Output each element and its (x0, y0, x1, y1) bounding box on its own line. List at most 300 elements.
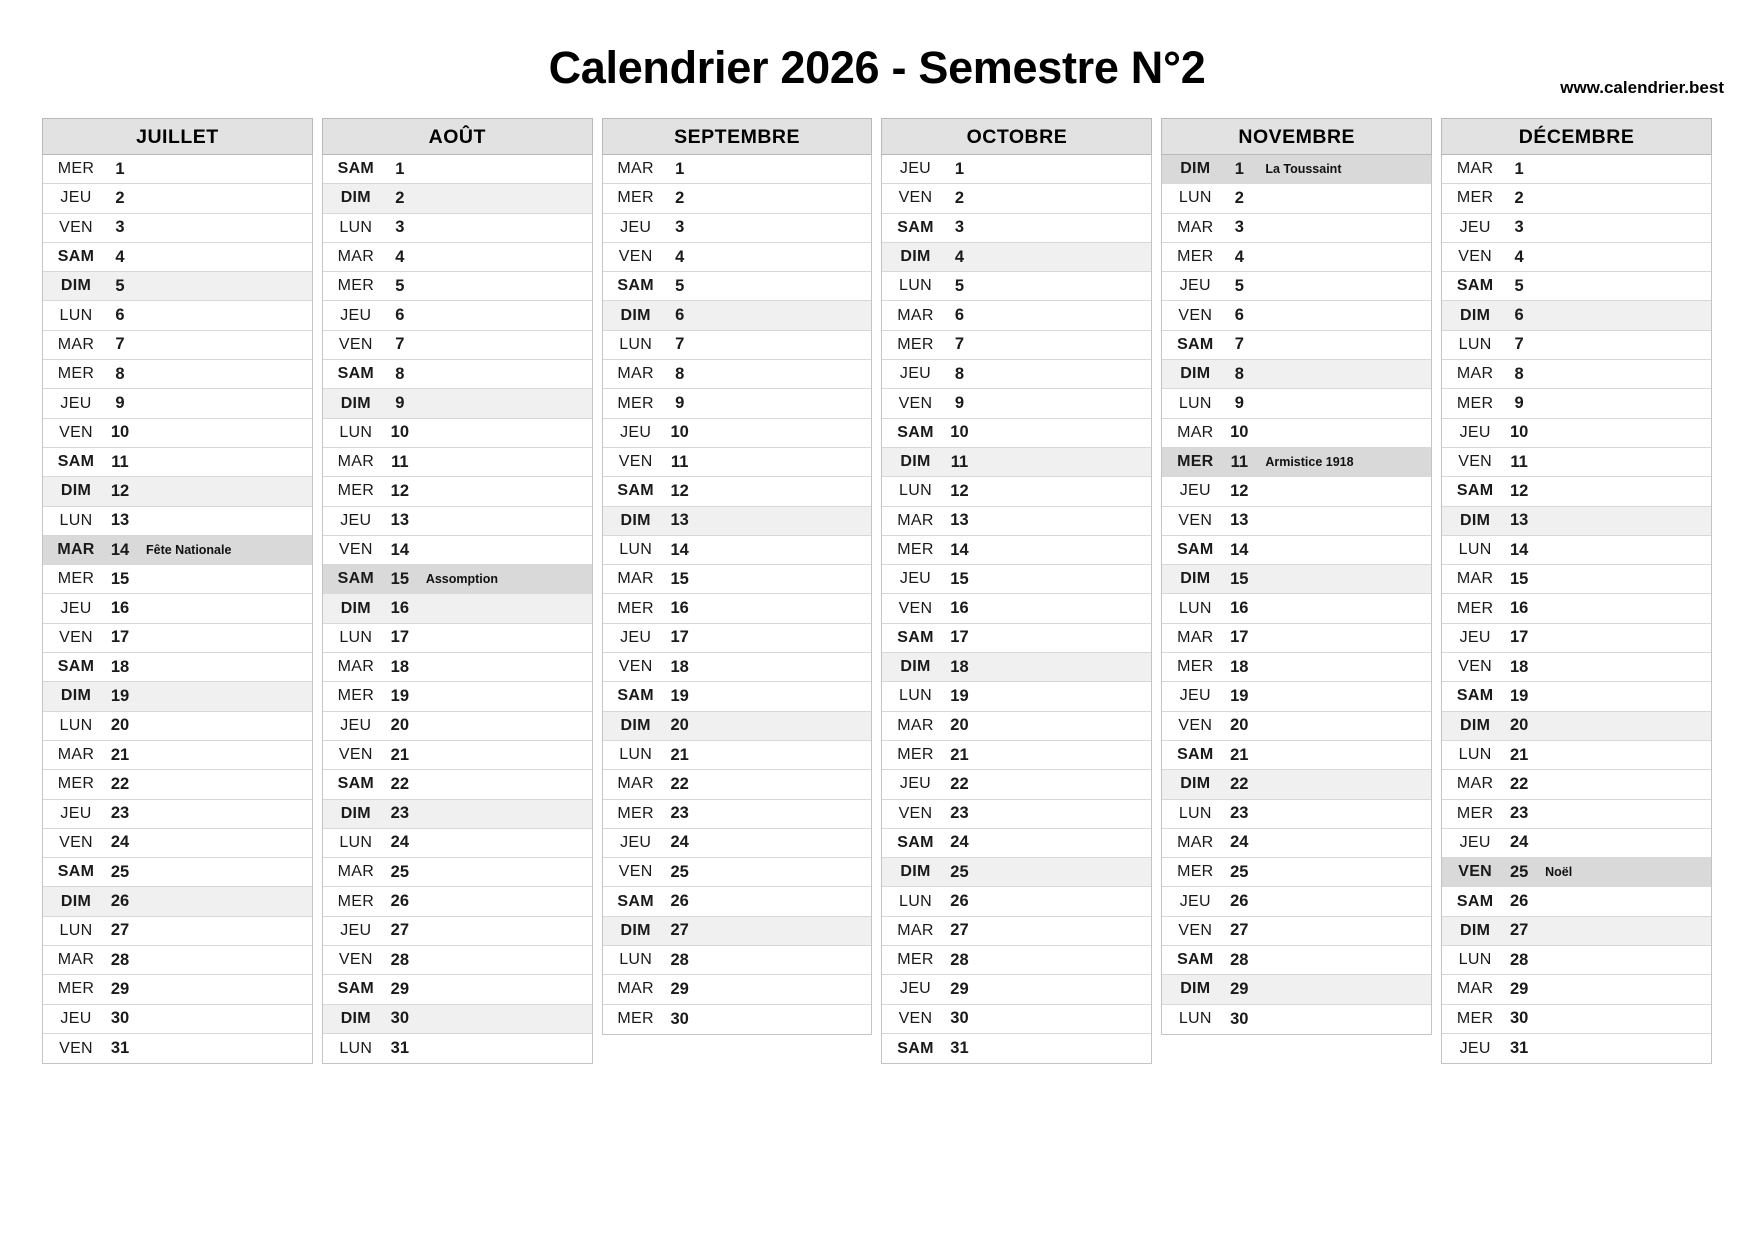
day-row[interactable] (1162, 389, 1431, 418)
day-row[interactable] (882, 477, 1151, 506)
day-row[interactable] (1162, 272, 1431, 301)
day-row[interactable] (323, 243, 592, 272)
day-of-week: DIM (1460, 716, 1491, 734)
day-row[interactable] (323, 419, 592, 448)
day-of-week: MER (1177, 248, 1214, 266)
day-number: 8 (1234, 364, 1244, 383)
day-row[interactable] (1442, 917, 1711, 946)
day-number: 3 (395, 218, 405, 237)
day-of-week: LUN (1458, 746, 1492, 764)
day-number: 13 (950, 511, 969, 530)
day-of-week: MAR (897, 921, 934, 939)
day-row[interactable] (43, 214, 312, 243)
day-number: 12 (1509, 481, 1529, 500)
day-number: 13 (1509, 511, 1529, 530)
day-row[interactable] (603, 272, 872, 301)
day-number: 24 (670, 833, 689, 852)
day-of-week: DIM (60, 277, 92, 295)
day-number: 21 (670, 745, 689, 764)
day-row[interactable] (1442, 800, 1711, 829)
day-of-week: JEU (1179, 892, 1211, 910)
day-row[interactable] (43, 1034, 312, 1063)
day-row[interactable] (1442, 272, 1711, 301)
day-row[interactable] (603, 741, 872, 770)
day-row[interactable] (603, 184, 872, 213)
day-row[interactable] (1442, 360, 1711, 389)
day-of-week: MER (57, 980, 95, 998)
day-row[interactable] (1162, 536, 1431, 565)
day-row[interactable] (43, 272, 312, 301)
day-number: 27 (670, 921, 689, 940)
day-number: 14 (1230, 540, 1249, 559)
month-column (602, 118, 873, 1035)
day-row[interactable] (1442, 301, 1711, 330)
day-of-week: SAM (57, 453, 95, 471)
day-of-week: MAR (57, 541, 95, 558)
day-of-week: LUN (1178, 394, 1212, 412)
day-number: 10 (1509, 423, 1529, 442)
day-number: 9 (395, 394, 405, 413)
day-row[interactable] (603, 360, 872, 389)
day-row[interactable] (1442, 155, 1711, 184)
day-number: 17 (1509, 628, 1529, 647)
day-number: 15 (950, 569, 969, 588)
day-row[interactable] (882, 887, 1151, 916)
day-row[interactable] (603, 887, 872, 916)
day-of-week: VEN (1178, 716, 1213, 734)
day-row[interactable] (603, 419, 872, 448)
day-number: 5 (395, 276, 405, 295)
day-row[interactable] (323, 975, 592, 1004)
day-row[interactable] (323, 741, 592, 770)
day-row[interactable] (1442, 448, 1711, 477)
day-row[interactable] (603, 624, 872, 653)
day-row[interactable] (323, 946, 592, 975)
day-row[interactable] (323, 624, 592, 653)
day-row[interactable] (882, 1034, 1151, 1063)
day-row[interactable] (43, 800, 312, 829)
day-row[interactable] (1442, 829, 1711, 858)
day-row[interactable] (1162, 184, 1431, 213)
day-row[interactable] (43, 389, 312, 418)
day-row[interactable] (603, 448, 872, 477)
day-row[interactable] (43, 829, 312, 858)
day-number: 20 (950, 716, 969, 735)
day-row[interactable] (882, 331, 1151, 360)
day-row[interactable] (1162, 301, 1431, 330)
day-of-week: MER (897, 335, 934, 353)
day-number: 19 (1509, 686, 1529, 705)
day-row[interactable] (603, 536, 872, 565)
day-row[interactable] (323, 214, 592, 243)
day-of-week: MER (1177, 863, 1214, 881)
day-of-week: MER (1456, 189, 1494, 207)
day-row[interactable] (1162, 565, 1431, 594)
day-row[interactable] (323, 272, 592, 301)
day-row[interactable] (1162, 360, 1431, 389)
day-row[interactable] (323, 565, 592, 594)
day-row[interactable] (1442, 887, 1711, 916)
day-of-week: MER (897, 541, 934, 558)
day-number: 21 (110, 745, 130, 764)
day-of-week: VEN (1178, 306, 1213, 324)
day-row[interactable] (1162, 858, 1431, 887)
day-row[interactable] (603, 917, 872, 946)
day-number: 24 (110, 833, 130, 852)
day-of-week: VEN (59, 833, 93, 851)
day-of-week: LUN (899, 687, 932, 705)
day-of-week: MAR (1177, 833, 1214, 851)
day-row[interactable] (1442, 682, 1711, 711)
day-of-week: VEN (618, 453, 653, 471)
day-row[interactable] (43, 184, 312, 213)
day-number: 2 (395, 188, 405, 207)
day-row[interactable] (1442, 624, 1711, 653)
day-row[interactable] (43, 917, 312, 946)
day-of-week: MAR (337, 658, 375, 676)
day-row[interactable] (882, 301, 1151, 330)
day-row[interactable] (882, 155, 1151, 184)
day-of-week: SAM (337, 775, 375, 793)
day-row[interactable] (1442, 858, 1711, 887)
day-number: 16 (950, 599, 969, 618)
day-of-week: MER (1456, 804, 1494, 822)
day-row[interactable] (323, 770, 592, 799)
day-row[interactable] (323, 800, 592, 829)
day-row[interactable] (1442, 946, 1711, 975)
day-row[interactable] (1162, 477, 1431, 506)
day-row[interactable] (43, 712, 312, 741)
day-row[interactable] (1162, 946, 1431, 975)
day-row[interactable] (603, 565, 872, 594)
day-row[interactable] (882, 565, 1151, 594)
day-row[interactable] (323, 712, 592, 741)
day-row[interactable] (43, 565, 312, 594)
day-of-week: VEN (59, 1039, 93, 1057)
day-row[interactable] (1162, 653, 1431, 682)
day-of-week: LUN (1458, 335, 1492, 353)
day-row[interactable] (882, 389, 1151, 418)
day-number: 30 (670, 1009, 689, 1028)
day-row[interactable] (1442, 243, 1711, 272)
day-row[interactable] (43, 858, 312, 887)
day-row[interactable] (323, 594, 592, 623)
day-row[interactable] (43, 360, 312, 389)
day-row[interactable] (323, 155, 592, 184)
day-of-week: DIM (900, 453, 931, 471)
day-row[interactable] (1442, 331, 1711, 360)
day-row[interactable] (323, 682, 592, 711)
day-of-week: DIM (1180, 980, 1211, 998)
day-row[interactable] (1162, 243, 1431, 272)
day-row[interactable] (1442, 389, 1711, 418)
day-row[interactable] (1162, 214, 1431, 243)
day-row[interactable] (1442, 1034, 1711, 1063)
day-row[interactable] (1442, 536, 1711, 565)
day-of-week: JEU (340, 306, 372, 324)
day-row[interactable] (43, 477, 312, 506)
day-of-week: VEN (1458, 453, 1493, 471)
day-row[interactable] (882, 272, 1151, 301)
day-row[interactable] (323, 448, 592, 477)
day-of-week: MER (617, 394, 654, 412)
day-number: 19 (110, 686, 130, 705)
day-row[interactable] (1162, 507, 1431, 536)
holiday-label: Fête Nationale (146, 543, 232, 557)
day-of-week: JEU (620, 628, 652, 646)
day-number: 2 (1514, 188, 1524, 207)
day-of-week: LUN (1178, 599, 1212, 617)
day-row[interactable] (1162, 1005, 1431, 1034)
day-of-week: LUN (619, 951, 653, 969)
day-of-week: JEU (1459, 833, 1491, 851)
day-row[interactable] (1162, 331, 1431, 360)
day-row[interactable] (323, 536, 592, 565)
day-of-week: DIM (340, 189, 371, 207)
day-of-week: DIM (900, 863, 931, 881)
day-number: 30 (1509, 1009, 1529, 1028)
day-row[interactable] (43, 975, 312, 1004)
day-row[interactable] (603, 331, 872, 360)
day-number: 11 (1510, 452, 1528, 471)
day-row[interactable] (882, 536, 1151, 565)
day-row[interactable] (603, 858, 872, 887)
day-of-week: VEN (618, 248, 653, 266)
day-of-week: MAR (1456, 365, 1494, 383)
day-row[interactable] (43, 243, 312, 272)
day-row[interactable] (603, 243, 872, 272)
day-row[interactable] (43, 536, 312, 565)
day-number: 16 (670, 599, 689, 618)
day-of-week: LUN (339, 1039, 373, 1057)
day-number: 24 (950, 833, 969, 852)
day-row[interactable] (882, 214, 1151, 243)
day-row[interactable] (43, 594, 312, 623)
day-number: 14 (110, 540, 130, 559)
day-row[interactable] (1162, 155, 1431, 184)
day-row[interactable] (603, 389, 872, 418)
day-row[interactable] (1442, 653, 1711, 682)
day-number: 13 (390, 511, 409, 530)
day-of-week: SAM (1177, 335, 1214, 353)
day-row[interactable] (1162, 975, 1431, 1004)
day-row[interactable] (1442, 741, 1711, 770)
day-row[interactable] (603, 682, 872, 711)
day-row[interactable] (603, 712, 872, 741)
day-row[interactable] (43, 155, 312, 184)
day-number: 23 (950, 804, 969, 823)
day-of-week: MER (897, 746, 934, 764)
day-of-week: MER (57, 365, 95, 383)
day-row[interactable] (882, 1005, 1151, 1034)
day-number: 26 (950, 892, 969, 911)
day-row[interactable] (603, 946, 872, 975)
month-header: DÉCEMBRE (1441, 118, 1712, 155)
day-of-week: LUN (619, 541, 653, 558)
day-row[interactable] (1442, 565, 1711, 594)
day-row[interactable] (323, 917, 592, 946)
day-row[interactable] (323, 829, 592, 858)
day-row[interactable] (1442, 477, 1711, 506)
day-row[interactable] (1162, 829, 1431, 858)
day-row[interactable] (43, 741, 312, 770)
day-row[interactable] (1162, 800, 1431, 829)
day-row[interactable] (603, 507, 872, 536)
day-number: 7 (1234, 335, 1244, 354)
day-row[interactable] (882, 653, 1151, 682)
day-number: 9 (1514, 394, 1524, 413)
day-of-week: VEN (59, 218, 93, 236)
day-of-week: MER (57, 570, 95, 588)
day-number: 21 (1230, 745, 1249, 764)
day-row[interactable] (1442, 184, 1711, 213)
day-row[interactable] (882, 800, 1151, 829)
day-number: 6 (115, 306, 125, 325)
day-row[interactable] (882, 712, 1151, 741)
day-row[interactable] (882, 448, 1151, 477)
day-number: 30 (110, 1009, 130, 1028)
day-row[interactable] (1442, 975, 1711, 1004)
day-number: 26 (110, 892, 130, 911)
day-row[interactable] (1442, 712, 1711, 741)
day-row[interactable] (323, 184, 592, 213)
day-row[interactable] (43, 653, 312, 682)
day-row[interactable] (603, 594, 872, 623)
day-row[interactable] (43, 507, 312, 536)
day-number: 31 (1509, 1039, 1529, 1058)
day-row[interactable] (882, 829, 1151, 858)
day-number: 13 (670, 511, 689, 530)
day-row[interactable] (603, 800, 872, 829)
day-of-week: JEU (899, 365, 932, 383)
day-number: 12 (1230, 481, 1249, 500)
day-row[interactable] (882, 360, 1151, 389)
day-row[interactable] (882, 419, 1151, 448)
day-number: 7 (395, 335, 405, 354)
day-row[interactable] (1162, 887, 1431, 916)
day-row[interactable] (603, 829, 872, 858)
day-of-week: LUN (619, 335, 653, 353)
day-row[interactable] (43, 301, 312, 330)
day-row[interactable] (1442, 1005, 1711, 1034)
day-row[interactable] (1442, 419, 1711, 448)
day-row[interactable] (603, 477, 872, 506)
day-row[interactable] (1442, 214, 1711, 243)
day-row[interactable] (1442, 594, 1711, 623)
day-row[interactable] (1442, 507, 1711, 536)
day-of-week: LUN (1458, 541, 1492, 558)
day-of-week: MAR (1456, 980, 1494, 998)
day-row[interactable] (1162, 594, 1431, 623)
day-of-week: DIM (60, 892, 92, 910)
day-row[interactable] (603, 214, 872, 243)
day-number: 28 (390, 950, 409, 969)
day-row[interactable] (603, 155, 872, 184)
day-row[interactable] (43, 624, 312, 653)
day-row[interactable] (323, 360, 592, 389)
day-row[interactable] (603, 653, 872, 682)
day-row[interactable] (882, 917, 1151, 946)
day-row[interactable] (43, 770, 312, 799)
day-number: 23 (1230, 804, 1249, 823)
day-number: 31 (390, 1039, 409, 1058)
day-row[interactable] (323, 331, 592, 360)
day-row[interactable] (603, 975, 872, 1004)
day-row[interactable] (1162, 741, 1431, 770)
day-row[interactable] (323, 858, 592, 887)
day-row[interactable] (882, 770, 1151, 799)
site-url: www.calendrier.best (1560, 78, 1724, 97)
day-of-week: JEU (1459, 218, 1491, 236)
day-row[interactable] (323, 477, 592, 506)
day-row[interactable] (323, 507, 592, 536)
day-row[interactable] (882, 946, 1151, 975)
day-of-week: VEN (338, 746, 373, 764)
day-number: 9 (1234, 394, 1244, 413)
day-row[interactable] (323, 301, 592, 330)
day-row[interactable] (43, 448, 312, 477)
day-of-week: MAR (1177, 628, 1214, 646)
day-row[interactable] (43, 946, 312, 975)
day-row[interactable] (882, 594, 1151, 623)
day-row[interactable] (882, 243, 1151, 272)
day-of-week: DIM (340, 394, 371, 412)
day-row[interactable] (323, 389, 592, 418)
day-row[interactable] (882, 975, 1151, 1004)
day-row[interactable] (603, 1005, 872, 1034)
day-row[interactable] (882, 507, 1151, 536)
day-number: 26 (1230, 892, 1249, 911)
day-row[interactable] (1162, 917, 1431, 946)
day-number: 30 (1230, 1009, 1249, 1028)
day-row[interactable] (43, 419, 312, 448)
day-row[interactable] (323, 653, 592, 682)
day-row[interactable] (323, 1034, 592, 1063)
day-row[interactable] (882, 741, 1151, 770)
day-row[interactable] (882, 184, 1151, 213)
day-of-week: MAR (337, 863, 375, 881)
day-row[interactable] (1162, 624, 1431, 653)
day-row[interactable] (603, 301, 872, 330)
day-row[interactable] (1442, 770, 1711, 799)
day-row[interactable] (43, 331, 312, 360)
day-number: 27 (950, 921, 969, 940)
day-number: 20 (390, 716, 409, 735)
day-of-week: SAM (1456, 892, 1494, 910)
day-number: 19 (390, 686, 409, 705)
day-row[interactable] (603, 770, 872, 799)
day-row[interactable] (882, 682, 1151, 711)
day-of-week: VEN (59, 628, 93, 646)
day-row[interactable] (43, 887, 312, 916)
day-row[interactable] (323, 1005, 592, 1034)
day-row[interactable] (43, 682, 312, 711)
day-of-week: LUN (339, 833, 373, 851)
day-of-week: SAM (1177, 746, 1214, 764)
day-row[interactable] (882, 858, 1151, 887)
day-row[interactable] (1162, 448, 1431, 477)
day-number: 21 (390, 745, 409, 764)
day-row[interactable] (1162, 712, 1431, 741)
day-number: 1 (395, 159, 405, 178)
day-row[interactable] (323, 887, 592, 916)
day-row[interactable] (882, 624, 1151, 653)
day-row[interactable] (1162, 770, 1431, 799)
day-row[interactable] (1162, 682, 1431, 711)
day-row[interactable] (43, 1005, 312, 1034)
day-of-week: SAM (57, 863, 95, 881)
day-row[interactable] (1162, 419, 1431, 448)
